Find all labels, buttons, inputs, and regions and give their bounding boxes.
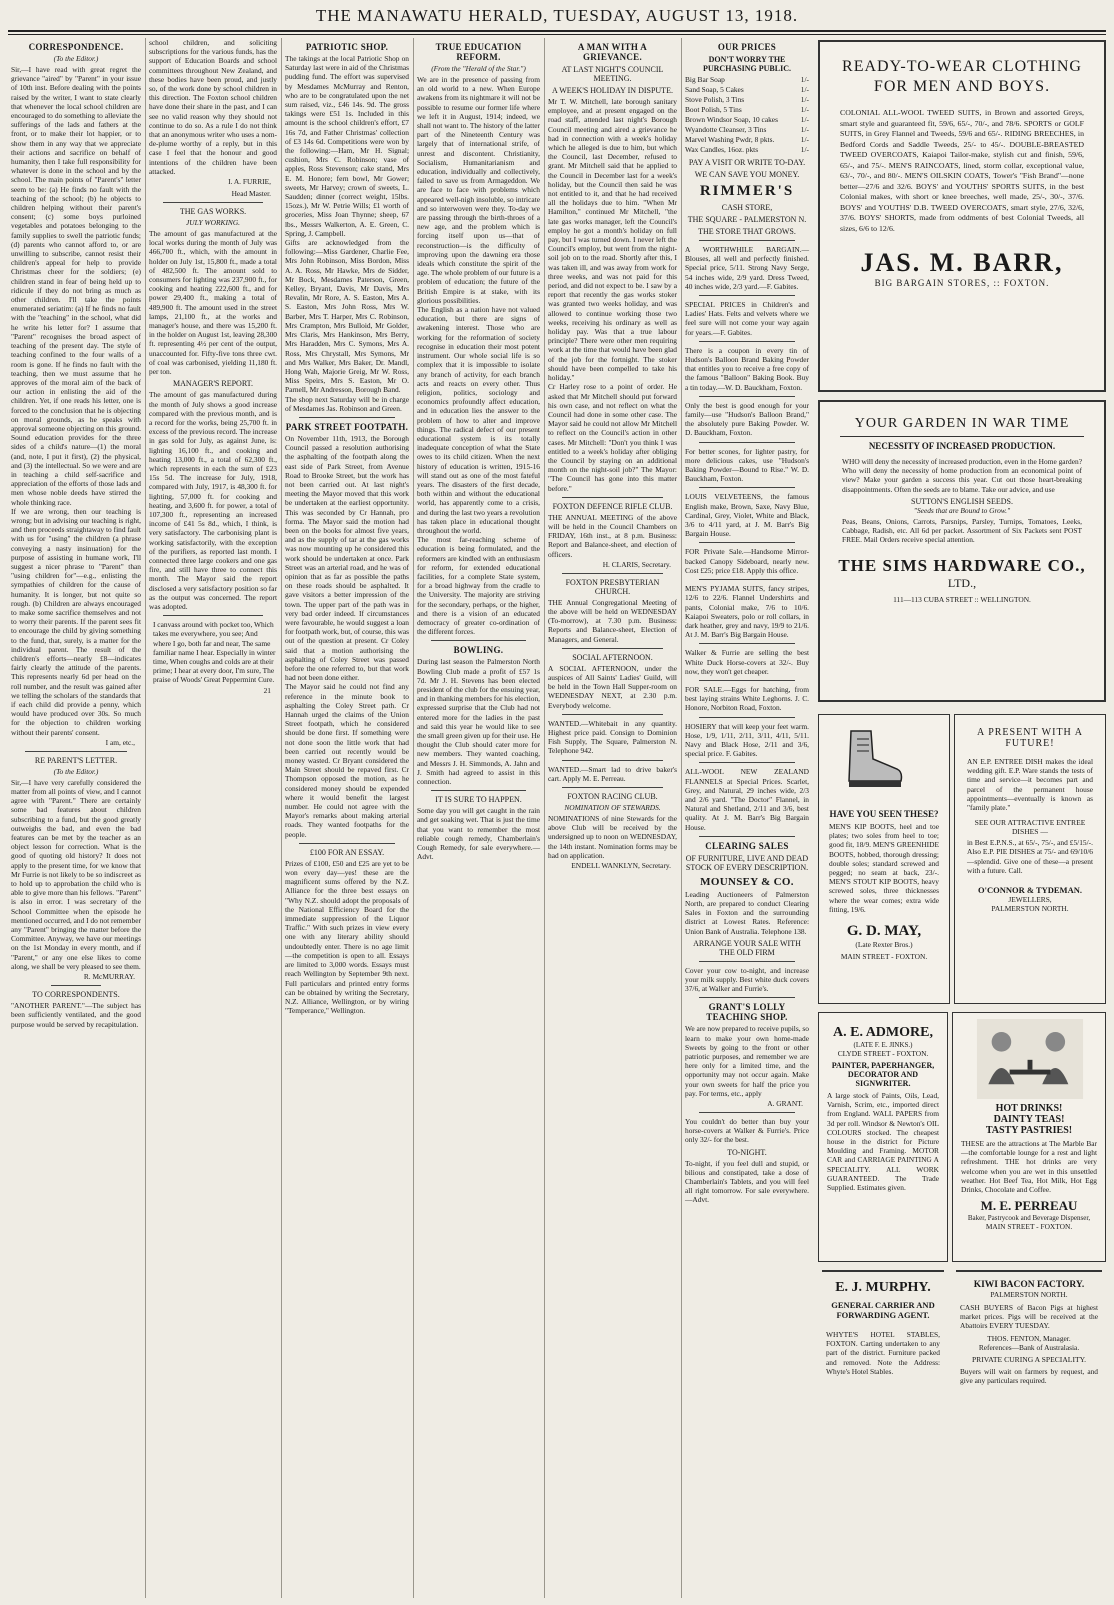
grant-lolly-text: We are now prepared to receive pupils, so learn to make your own home-made Sweets by going to the front or other patriotic purposes, and remember we are here only for a limited time, and the opportunity may not occur again. Make your own sweets for half the price you pay. For terms, etc., apply [685, 1024, 809, 1098]
price-value: 1/- [800, 145, 809, 154]
perreau-sub: Baker, Pastrycook and Beverage Dispenser, [967, 1214, 1091, 1223]
divider [956, 1270, 1102, 1272]
heading-essay: £100 FOR AN ESSAY. [309, 847, 385, 857]
heading-grant-lolly: GRANT'S LOLLY TEACHING SHOP. [706, 1002, 788, 1023]
racing-notice: NOMINATIONS of nine Stewards for the above Club will be received by the undersigned up to noon on WEDNESDAY, the 14th instant. Nomination forms may be had on application. [548, 814, 677, 860]
column-advertisements [681, 38, 812, 1598]
shop-address: THE SQUARE - PALMERSTON N. [687, 215, 807, 224]
pyjama-ad: MEN'S PYJAMA SUITS, fancy stripes, 12/6 to 22/6. Flannel Undershirts and pants, Colonial make, 7/6 to 10/6. Kaiapoi Sweaters, polo or roll collars, in dark heather, grey and navy, 19/9 to 21/6. At J. M. Barr's Big Bargain House. [685, 584, 809, 640]
education-text: We are in the presence of passing from an old world to a new. When Europe awakens from its nightmare it will not be possible to resume our former life where we left it in August, 1914; indeed, we shall not want to. The history of the latter part of the Nineteenth Century was largely that of international strife, of unrest and discontent. Christianity, Socialism, Humanitarianism and education, individually and collectively, failed to save us from Armageddon. We are face to face with problems which appeared well-nigh insoluble, so intricate and so interwoven were they. To-day we are passing through the birth-throes of a new age, and the problem which is forcing itself upon us—that of reconstruction—is the difficulty of improving upon the dawning era those ideals which constitute the spirit of the age. The whole problem of our future is a problem of education; the future of the British Empire is at stake, with its glorious possibilities. [417, 75, 540, 305]
drinks-teas: DAINTY TEAS! [993, 1114, 1065, 1125]
may-title: HAVE YOU SEEN THESE? [829, 809, 939, 819]
kiwi-text-2: Buyers will wait on farmers by request, and give any particulars required. [960, 1366, 1098, 1385]
signature-role: Head Master. [231, 189, 271, 199]
heading-managers-report: MANAGER'S REPORT. [173, 379, 253, 389]
heading-tonight: TO-NIGHT. [727, 1147, 767, 1157]
managers-report-text: The amount of gas manufactured during the month of July shows a good increase compared with the previous month, and is a record for the works, being 25,700 ft. in excess of the previous record. The increase in gas sold for July, as against June, is: lighting 16,100 ft., and cooking and heating 13,000 ft., a total of 62,300 ft., which represents in each the sum of £23 15s 5d. The increase for July, 1918, compared with July, 1917, is 48,300 ft. for lighting, 57,000 ft. for cooking and heating, and 3,600 ft. for power, a total of 107,300 ft., representing an increased income of £41 5s 8d., which, I think, is very satisfactory. The carbonising plant is working satisfactorily, with the exception of the purifiers, as reported last month. I connected three large cookers and one gas fire, and still have three to connect this month. The Mayor said the report disclosed a very satisfactory position so far as the output was concerned. The report was adopted. [149, 390, 277, 611]
divider [699, 487, 795, 488]
heading-grievance: A MAN WITH A GRIEVANCE. [577, 42, 648, 62]
kiwi-sub: PALMERSTON NORTH. [990, 1290, 1068, 1299]
column-gas-works [145, 38, 280, 1598]
price-item: Stove Polish, 3 Tins [685, 95, 745, 104]
bargain-ad: A WORTHWHILE BARGAIN.—Blouses, all well and perfectly finished. Special price, 5/11. Strong Navy Serge, 54 inches wide, 2/9 yard. Dress Tweed, 40 inches wide, 2/3 yard.—F. Gabites. [685, 245, 809, 291]
note-another-parent: "ANOTHER PARENT."—The subject has been sufficiently ventilated, and the good purpose would be served by recapitulation. [11, 1001, 141, 1029]
education-text-2: The English as a nation have not valued education, but there are signs of awakening interest. Those who are working for the reformation of society recognise in education their most potent instrument. Our whole social life is so complex that it is impossible to isolate any branch of activity, for each branch acts and reacts on every other. Thus religion, politics, sociology and economics profoundly affect education, and in education lies the answer to the problem of how to alter and improve things. The radical defect of our present educational system is its totally inadequate conception of what the State owes to its child citizen. When the next history of education is written, 1915-16 will stand out as one of the most fateful years. The disasters of the first decade, both within and without the educational world, has apparently come to a crisis, and during the last two years a revolution has taken place in educational thought throughout the world. [417, 305, 540, 535]
divider [562, 573, 663, 574]
garden-text: WHO will deny the necessity of increased production, even in the Home garden? Who will deny the necessity of home production from an economical point of view? Make your garden a success this year. Cut out those heart-breaking disappointments. Often the seeds are to blame. Take our advice, and use [842, 457, 1082, 494]
may-address: MAIN STREET - FOXTON. [840, 952, 928, 962]
oconnor-sub: JEWELLERS, [1008, 895, 1052, 905]
social-notice: A SOCIAL AFTERNOON, under the auspices of All Saints' Ladies' Guild, will be held in the Town Hall Supper-room on WEDNESDAY NEXT, at 2.30 p.m. Everybody welcome. [548, 663, 677, 710]
sims-address: 111—113 CUBA STREET :: WELLINGTON. [893, 595, 1031, 605]
may-name: G. D. MAY, [846, 923, 922, 940]
divider [562, 787, 663, 788]
divider [822, 1270, 944, 1272]
divider [431, 790, 526, 791]
price-row [685, 115, 809, 125]
hosiery-ad: HOSIERY that will keep your feet warm. Hose, 1/9, 1/11, 2/11, 3/11, 4/11, 5/11. Navy and Black Hose, 2/11 and 3/6, special price. F. Gabites. [685, 721, 809, 759]
divider [562, 760, 663, 761]
heading-to-correspondents: TO CORRESPONDENTS. [32, 990, 120, 1000]
masthead-rule-thin [8, 34, 1106, 35]
price-row [685, 105, 809, 115]
garden-title: YOUR GARDEN IN WAR TIME [854, 416, 1070, 431]
divider [840, 436, 1084, 437]
horse-cover-ad: Walker & Furrie are selling the best White Duck Horse-covers at 32/-. Buy now, they won't get cheaper. [685, 648, 809, 676]
price-row [685, 125, 809, 135]
divider [163, 615, 263, 616]
divider [699, 997, 795, 998]
rifle-club-notice: THE ANNUAL MEETING of the above will be held in the Council Chambers on FRIDAY, 16th inst., at 8 p.m. Business: Report and Balance-sheet, and election of officers. [548, 512, 677, 559]
price-item: Boot Polish, 5 Tins [685, 105, 742, 114]
column-patriotic [281, 38, 412, 1598]
to-editor-2: (To the Editor.) [53, 766, 99, 776]
divider [699, 295, 795, 296]
garden-list: Peas, Beans, Onions, Carrots, Parsnips, Parsley, Turnips, Tomatoes, Leeks, Cabbage, Radish, etc. All 6d per packet. Assortment of Six Packets sent POST FREE. Mail Orders receive special attention. [842, 516, 1082, 545]
murphy-sub: GENERAL CARRIER AND FORWARDING AGENT. [831, 1300, 935, 1320]
murphy-text: WHYTE'S HOTEL STABLES, FOXTON. Carting undertaken to any part of the district. Furniture packed and removed. Note the Address: Whyte's Hotel Stables. [826, 1330, 940, 1376]
education-source: (From the "Herald of the Star.") [431, 64, 526, 73]
ad-barr-clothing [818, 40, 1106, 392]
price-value: 1/- [800, 75, 809, 84]
divider [699, 762, 795, 763]
divider [431, 640, 526, 641]
ad-kiwi-bacon [952, 1270, 1106, 1596]
save-money: WE CAN SAVE YOU MONEY. [694, 170, 800, 179]
garden-sub: NECESSITY OF INCREASED PRODUCTION. [868, 441, 1056, 451]
murphy-name: E. J. MURPHY. [835, 1280, 931, 1295]
heading-social: SOCIAL AFTERNOON. [572, 652, 653, 662]
ad-sims-garden [818, 400, 1106, 702]
divider [51, 985, 101, 986]
patriotic-gifts: Gifts are acknowledged from the following:—Miss Gardener, Charlie Fee, Mrs John Robinson, Miss Bordon, Miss A. A. Ross, Mr Hawke, Mrs de Sidder, Mr Bock, Mesdames Paterson, Green, Kelley, Bryant, Davis, Mr Davis, Mrs Revalin, Mr Rore, A. S. Easton, Mrs A. S. Easton, Mrs John Ross, Mrs W. Barber, Mrs T. Harper, Mrs C. Robinson, Mrs Crampton, Mrs Bulloid, Mr Golder, Mrs Claris, Mrs Hankinson, Mrs Berry, Mrs Haradden, Mrs C. Symons, Mrs A. Ross, Mrs Chrystall, Mrs Symons, Mr and Mrs Walker, Mrs Baker, Dr. Mandl, Hong Wah, Majorie Greig, Mr W. Ross, Miss Speirs, Mrs S. Easton, Mr O. Parnell, Mr Andresson, Borough Band. [285, 238, 409, 395]
heading-our-prices: OUR PRICES [717, 42, 777, 52]
divider [699, 1112, 795, 1113]
garden-seeds: SUTTON'S ENGLISH SEEDS. [911, 496, 1013, 506]
heading-re-parents-letter: RE PARENT'S LETTER. [34, 755, 118, 765]
divider [699, 442, 795, 443]
price-row [685, 85, 809, 95]
essay-text: Prizes of £100, £50 and £25 are yet to be won every day—yes! these are the magnificent sums offered by the N.Z. Alliance for the three best essays on "Why N.Z. should adopt the proposals of the National Efficiency Board for the immediate suppression of the Liquor Traffic." With such prizes in view every one with any literary ability should undoubtedly enter. There is no age limit—the competition is open to all. Essays are limited to 3,000 words. Essays must reach Wellington by September 9th next. Full particulars and printed entry forms can be obtained by writing the Secretary, N.Z. Alliance, Wellington, or by wiring "Temperance," Wellington. [285, 858, 409, 1016]
column-correspondence [8, 38, 144, 1598]
perreau-name: M. E. PERREAU [980, 1198, 1078, 1214]
ad-marble-bar [952, 1012, 1106, 1262]
heading-correspondence: CORRESPONDENCE. [28, 42, 124, 52]
column-education [413, 38, 543, 1598]
park-street-text: On November 11th, 1913, the Borough Council passed a resolution authorising the asphalting of the footpath along the east side of Park Street, from Avenue Road to Brooke Street, but the work has not been carried out. At last night's meeting the Mayor moved that this work be undertaken at the earliest opportunity. This was seconded by Cr Hannah, pro forma. The Mayor said the motion had been on the books for almost five years, and as the supply of tar at the gas works was now mounting up he considered this work should be undertaken at once. Park Street was an arterial road, and he was of opinion that as far as possible the paths on these roads should be asphalted. It gave visitors a better impression of the town. The upper part of the path was in very bad order indeed. If circumstances were favourable, he would suggest a loan for footpath work, but, of course, this was out of the question at present. Cr Coley said that a motion authorising the asphalting of Coley Street was passed before the one referred to, but that work had not been done either. [285, 433, 409, 683]
divider [699, 542, 795, 543]
signature-mcmurray: R. McMURRAY. [83, 972, 135, 982]
present-text-2: in Best E.P.N.S., at 65/-, 75/-, and £5/15/-. Also E.P. PIE DISHES at 75/- and 69/10/6—splendid. Give one of these—a present with a future. Call. [967, 838, 1093, 875]
shop-tagline: THE STORE THAT GROWS. [698, 227, 796, 236]
divider [699, 579, 795, 580]
rifle-club-signature: H. CLARIS, Secretary. [602, 559, 671, 569]
heading-rifle-club: FOXTON DEFENCE RIFLE CLUB. [552, 501, 673, 511]
drinks-text: THESE are the attractions at The Marble Bar—the comfortable lounge for a rest and light refreshment. THE hot drinks are very welcome when you are wet in this unsettled weather. Hot Beef Tea, Hot Milk, Hot Egg Drinks, Chocolate and Coffee. [961, 1139, 1097, 1195]
admore-sub: (LATE F. E. JINKS.) [853, 1041, 913, 1049]
oconnor-name: O'CONNOR & TYDEMAN. [978, 885, 1082, 896]
wanted-lad: WANTED.—Smart lad to drive baker's cart. Apply M. E. Perreau. [548, 764, 677, 783]
price-item: Wax Candles, 16oz. pkts [685, 145, 759, 154]
price-item: Sand Soap, 5 Cakes [685, 85, 744, 94]
heading-racing-club: FOXTON RACING CLUB. [567, 792, 658, 801]
ad-murphy [818, 1270, 948, 1596]
kiwi-reference: References—Bank of Australasia. [978, 1342, 1080, 1352]
horse-cover-ad-2: You couldn't do better than buy your horse-covers at Walker & Furrie's. Price only 32/- for the best. [685, 1117, 809, 1145]
garden-seeds-tag: "Seeds that are Bound to Grow." [913, 505, 1011, 515]
oconnor-address: PALMERSTON NORTH. [991, 904, 1069, 914]
heading-presbyterian: FOXTON PRESBYTERIAN CHURCH. [565, 577, 660, 596]
admore-text: A large stock of Paints, Oils, Lead, Varnish, Scrim, etc., imported direct from England. WALL PAPERS from 3d per roll. Windsor & Newton's OIL COLOURS stocked. The cheapest house in the district for Picture Moulding and Framing. MOTOR CAR and CARRIAGE PAINTING A SPECIALITY. ALL WORK GUARANTEED. The Trade Supplied. Estimates given. [827, 1091, 939, 1193]
sims-name: THE SIMS HARDWARE CO., [838, 556, 1086, 576]
kiwi-name: KIWI BACON FACTORY. [973, 1280, 1085, 1290]
ad-admore [818, 1012, 948, 1262]
patriotic-next: The shop next Saturday will be in charge of Mesdames Jas. Robinson and Green. [285, 394, 409, 413]
admore-name: A. E. ADMORE, [833, 1025, 933, 1040]
cow-cover-ad: Cover your cow to-night, and increase your milk supply. Best white duck covers 37/6, at Walker and Furrie's. [685, 965, 809, 994]
price-value: 1/- [800, 85, 809, 94]
kiwi-speciality: PRIVATE CURING A SPECIALITY. [971, 1354, 1087, 1364]
barr-title-2: FOR MEN AND BOYS. [873, 78, 1051, 95]
barr-title: READY-TO-WEAR CLOTHING [842, 58, 1082, 75]
subheading-purchasing: DON'T WORRY THE PURCHASING PUBLIC. [702, 55, 791, 73]
divider [163, 202, 263, 203]
price-item: Wyandotte Cleanser, 3 Tins [685, 125, 767, 134]
shop-cash-store: CASH STORE, [721, 203, 773, 212]
presbyterian-notice: THE Annual Congregational Meeting of the above will be held on WEDNESDAY (To-morrow), at 7.30 p.m. Business: Reports and Balance-sheet, Election of Managers, and General. [548, 597, 677, 644]
subheading-council: AT LAST NIGHT'S COUNCIL MEETING. [561, 65, 664, 83]
kiwi-text: CASH BUYERS of Bacon Pigs at highest market prices. Pigs will be received at the Abattoirs EVERY TUESDAY. [960, 1303, 1098, 1331]
divider [25, 751, 127, 752]
price-value: 1/- [800, 135, 809, 144]
cafe-illustration-icon [963, 1019, 1097, 1099]
patriotic-shop-text: The takings at the local Patriotic Shop on Saturday last were in aid of the Christmas pudding fund. The effort was supervised by Mesdames McMurray and Renton, who are to be congratulated upon the net sum raised, viz., £46 14s. 9d. The gross takings were £51 1s. Included in this amount is the school children's effort, £7 16s 7d, and Father Christmas' collection of £3 14s 6d. Competitions were won by the following:—Ham, Mr H. Signal; cushion, Mrs C. Robinson; vase of apples, Ross Stevenson; cake stand, Mrs E. M. Honore; fern bowl, Mr Gower; sweets, Mr Harvey; crown of sweets, L. Saudden; dinner (correct weight, 15lbs. 15ozs.), Mr W. Petrie Wills; £1 worth of groceries, Miss Joan Thynne; sheep, 67 lbs., Messrs Walkerton, A. E. Green, C. Spring, J. Campbell. [285, 54, 409, 238]
signature-furrie: I. A. FURRIE, [228, 177, 271, 187]
heading-patriotic-shop: PATRIOTIC SHOP. [305, 42, 389, 52]
present-text: AN E.P. ENTREE DISH makes the ideal wedding gift. E.P. Ware stands the tests of time and service—it becomes part and parcel of the permanent house appointments—eventually is known as "family plate." [967, 757, 1093, 813]
divider [299, 843, 395, 844]
pay-a-visit: PAY A VISIT OR WRITE TO-DAY. [688, 158, 806, 167]
mounsey-text: Leading Auctioneers of Palmerston North, are prepared to conduct Clearing Sales in Foxton and the surrounding district at Lowest Rates. Reference: Union Bank of Australia. Telephone 138. [685, 889, 809, 936]
barr-text: COLONIAL ALL-WOOL TWEED SUITS, in Brown and assorted Greys, smart style and guaranteed fit, 59/6, 65/-, 70/-, and 78/6. SPORTS or GOLF SUITS, in Grey Flannel and Tweeds, 59/6 and 65/-. RIDING BREECHES, in Bedford Cords and Saddle Tweeds, 25/- to 45/-. DOUBLE-BREASTED TWEED OVERCOATS, Kaiapoi Tailor-make, stylish cut and finish, 59/6, 65/-, and 75/-. MEN'S RAINCOATS, lined, storm collar, exceptional value, 63/-, 70/-, and 80/-. MEN'S OILSKIN COATS, Tower's "Fish Brand"—none better—27/6 and 32/6. BOYS' and YOUTHS' SPORTS SUITS, in the best Colonial makes, with short or knee breeches, well made, 25/-, 30/-, 37/6. BOYS' and YOUTHS' D.B. TWEED OVERCOATS, smart style, 27/6, 32/6, 37/6. BOYS' SHORTS, made from oddments of best Colonial Tweeds, all sizes, 6/6 to 12/6. [840, 108, 1084, 233]
best-ad: Only the best is good enough for your family—use "Hudson's Balloon Brand," the absolutely pure Baking Powder. W. D. Bauckham, Foxton. [685, 400, 809, 438]
divider [699, 240, 795, 241]
letter-furrie-cont: If we are wrong, then our teaching is wrong; but in advising our teaching is right, and then proceeds straightaway to find fault with us for "using" the children (a phrase conveying a nasty insinuation) for the purpose of assisting in humane work, I'll suggest a nicer phrase to "Parent" than "using children for"—e.g., enlisting the sympathies of children for the cause of humanity. It is longer, but not quite so rough. (b) Children are always encouraged to make some sacrifice themselves and not to worry their parents. If the parent sees fit to encourage the child by giving something to the fund, that, surely, is a matter for the individual parent. The result of the children's efforts—nearly £8—indicates fairly clearly the attitude of the parents. This represents nearly 6d per head on the roll number, and the result was gained after we telling the scholars of the standards that if each child did provide a penny, which would have produced over 30s. So much for the objection to children working without their parents' consent. [11, 506, 141, 737]
price-value: 1/- [800, 105, 809, 114]
admore-address: CLYDE STREET - FOXTON. [837, 1049, 929, 1058]
poem-number: 21 [263, 685, 271, 695]
divider [699, 961, 795, 962]
divider [699, 341, 795, 342]
divider [699, 396, 795, 397]
coupon-ad: There is a coupon in every tin of Hudson's Balloon Brand Baking Powder that entitles you to receive a free copy of the famous "Balloon" Baking Book. Buy a tin today.—W. D. Bauckham, Foxton. [685, 345, 809, 392]
drinks-pastries: TASTY PASTRIES! [985, 1125, 1073, 1136]
letter-signoff: I am, etc., [105, 737, 135, 747]
to-editor: (To the Editor.) [53, 54, 99, 63]
column-grievance [544, 38, 680, 1598]
may-sub: (Late Rexter Bros.) [855, 940, 913, 950]
wanted-whitebait: WANTED.—Whitebait in any quantity. Highest price paid. Consign to Dominion Fish Supply, The Square, Palmerston N. Telephone 942. [548, 718, 677, 756]
heading-clearing-sales: CLEARING SALES [705, 840, 789, 851]
price-item: Marvel Washing Pwdr, 8 pkts. [685, 135, 775, 144]
divider [699, 717, 795, 718]
ad-oconnor-present [954, 714, 1106, 1004]
present-see: SEE OUR ATTRACTIVE ENTREE DISHES — [974, 818, 1086, 837]
price-value: 1/- [800, 95, 809, 104]
price-row [685, 75, 809, 85]
price-value: 1/- [800, 125, 809, 134]
sims-ltd: LTD., [947, 576, 977, 591]
divider [562, 497, 663, 498]
divider [699, 643, 795, 644]
bowling-text: During last season the Palmerston North Bowling Club made a profit of £57 1s 7d. Mr J. H. Stevens has been elected president of the club for the ensuing year, and in thanking members for his election, expressed surprise that the Club had not entered more for the ladies in the past and said this year he would like to see the small green given up for their use. He thought the Club should cater more for new members. They wanted coaching, and Messrs J. H. Simmonds, A. Jahn and J. Smith had agreed to assist in this connection. [417, 657, 540, 787]
racing-signature: ENDELL WANKLYN, Secretary. [571, 861, 671, 871]
gas-works-text: The amount of gas manufactured at the local works during the month of July was 466,700 ft., which, with the amount in holder on July 1st, 15,800 ft., made a total of 482,500 ft. The amount sold to consumers for lighting was 237,900 ft., for cooking and heating 222,600 ft., and for power 29,400 ft., making a total of 489,900 ft. The amount used in the street lamps, 21,100 ft., at the works and manager's house, and there was 15,200 ft. in the holder on August 1st, leaving 28,300 ft. representing 4½ per cent of the output, unaccounted for. Fifty-five tons three cwt. of coal was carbonised, yielding 11,180 ft. per ton. [149, 229, 277, 377]
divider [699, 836, 795, 837]
price-row [685, 145, 809, 155]
price-row [685, 135, 809, 145]
divider [562, 648, 663, 649]
education-text-3: The most far-reaching scheme of education is being formulated, and the reformers are kindled with an enthusiasm for reform, for extended educational facilities, for a complete State system, for a broad highway from the cradle to the University. The majority are striving for the secondary, perhaps, or the higher, and there is a vision of an educated democracy of greater co-ordination of the different forces. [417, 535, 540, 637]
velveteens-ad: LOUIS VELVETEENS, the famous English make, Brown, Saxe, Navy Blue, Cardinal, Grey, Violet, White and Black, 3/6 to 4/11 yard, at J. M. Barr's Big Bargain House. [685, 492, 809, 539]
price-value: 1/- [800, 115, 809, 124]
divider [699, 680, 795, 681]
grievance-text-2: Cr Harley rose to a point of order. He asked that Mr Mitchell should put forward his own case, and not reflect on what the Council had done in some other case. The Mayor said he could not allow Mr Mitchell to reflect on the Council's action in other cases. Mr Mitchell: "Don't you think I was entitled to a week's holiday after obliging the Council by staying on an additional month on the night-soil job?" The Mayor: "The Council has gone into this matter before." [548, 382, 677, 493]
barr-sub: BIG BARGAIN STORES, :: FOXTON. [874, 278, 1050, 288]
letter-mcmurray: Sir,—I have very carefully considered the matter from all points of view, and I cannot agree with "Parent." There are certainly some bad features about children subscribing to a fund, but the good greatly outweighs the bad, and even the bad features can be met by the teacher as an object lesson for correction. What is the good of quoting old history? It does not apply to the present time, for we know that Mr Furrie is not likely to be so indiscreet as to hold up to approbation the child who is able to give more than his fellows. "Parent" is also in error. I was secretary of the School Committee when the episode he mentioned occurred, and I do not remember any "Parent" bringing the matter before the Committee. Anyway, we have our meetings on the 1st Monday in every month, and if "Parent," or any one else likes to come along, we shall be very pleased to see them. [11, 777, 141, 971]
divider [562, 714, 663, 715]
subheading-holiday: A WEEK'S HOLIDAY IN DISPUTE. [552, 86, 673, 95]
grievance-text: Mr T. W. Mitchell, late borough sanitary employee, and at present engaged on the road staff, attended last night's Borough Council meeting and aired a grievance he had in connection with a week's holiday which he alleged is due to him, but which the Council, last December, refused to grant. Mr Mitchell said that he applied to the Council in December last for a week's holiday, but the Council then said he was not entitled to it, and that he had received all the holidays due to him. "When Mr Hamilton," continued Mr Mitchell, "the late gas works manager, left the Council's employ he got a month's holiday on full pay, but I was turned down. I never left the Council's employ, but went from the night-soil job on to the road. Shortly after this, I was taken ill, and was away from work for three weeks, and was not paid for this period, and did not expect to be. I saw by a report that recently the gas works stoker was granted two weeks holiday, and was allowed to continue working those two weeks, receiving his ordinary as well as holiday pay. Was that a true labour principle? There were other men requiring work at the time that would have been glad of the job for the fortnight. The stoker should have been compelled to take his holiday." [548, 97, 677, 383]
present-title: A PRESENT WITH A FUTURE! [977, 727, 1083, 749]
heading-education-reform: TRUE EDUCATION REFORM. [435, 42, 522, 62]
clearing-sub: OF FURNITURE, LIVE AND DEAD STOCK OF EVERY DESCRIPTION. [685, 853, 809, 872]
letter-furrie: Sir,—I have read with great regret the grievance "aired" by "Parent" in your issue of 10th inst. Before dealing with the points raised by the writer, I want to state clearly that whenever the local school children are encouraged to do something to alleviate the sufferings of the lads and fathers at the front, or to make their lot happier, or to show them in any way that we appreciate their actions and sacrifice on behalf of humanity, then I take full responsibility for whatever is done in the school and by the school. The main points of "Parent's" letter seem to be: (a) He finds no fault with the teaching of the school; (b) he objects to children helping without their parent's consent; (c) some boys purloined vegetables and potatoes belonging to the family supplies to swell the patriotic funds; (d) parents who cannot afford to, or are unwilling to subscribe, cannot resist their children's appeal for help to provide Christmas cheer for the soldiers; (e) children stand in fear of being held up to ridicule if they do not bring as much as other children. I'll take the points enumerated seriatim: (a) If he finds no fault with the "teaching" in the school, what did he write his letter for? I assume that "Parent" recognises the broad aspect of teaching of the present day. The style of teaching confined to the four walls of a room is gone. If he finds no fault with the teaching, then we must assume that he approves of the moral aim of the back of our action in enlisting the aid of the children. Yet, if one reads his letter, one is forced to the conclusion that he is objecting on moral grounds, as he speaks with approval someone objecting on this ground. Sound education provides for the three sides of a child's nature—(1) the moral (and, note, I put it first), (2) the physical, and (3) the intellectual. So we were and are in teaching a child self-sacrifice and appreciation of the efforts of those lads and men whose noble deeds have stirred the whole thinking race. [11, 65, 141, 507]
drinks-hot: HOT DRINKS! [995, 1103, 1063, 1114]
park-street-text-2: The Mayor said he could not find any reference in the minute book to asphalting the Coley Street path. Cr Hannah urged the claims of the Union Street footpath, which he considered should be done first. If something were not done soon the little work that had been carried out recently would be money wasted. Cr Bryant considered the Main Street should be repaved first. Cr Thompson opposed the motion, as he considered money should be expended where it would benefit the largest number. He could not agree with the Mayor's remarks about making arterial roads. They wanted footpaths for the people. [285, 682, 409, 839]
sideboard-ad: FOR Private Sale.—Handsome Mirror-backed Canopy Sideboard, nearly new. Cost £25; price £18. Apply this office. [685, 547, 809, 575]
shop-name-rimmers: RIMMER'S [699, 183, 795, 199]
subheading-stewards: NOMINATION OF STEWARDS. [564, 803, 661, 812]
grant-signature: A. GRANT. [767, 1099, 803, 1109]
mounsey-name: MOUNSEY & CO. [700, 875, 794, 888]
special-prices-ad: SPECIAL PRICES in Children's and Ladies' Hats. Felts and velvets where we feel sure will not come your way again for years.—F. Gabites. [685, 300, 809, 337]
heading-bowling: BOWLING. [453, 645, 504, 656]
heading-sure-to-happen: IT IS SURE TO HAPPEN. [435, 795, 522, 805]
newspaper-title: THE MANAWATU HERALD, TUESDAY, AUGUST 13, 1918. [315, 6, 799, 25]
arrange-sale: ARRANGE YOUR SALE WITH THE OLD FIRM [693, 938, 801, 957]
scones-ad: For better scones, for lighter pastry, for more delicious cakes, use "Hudson's Baking Powder—Bound to Rise." W. D. Bauckham, Foxton. [685, 446, 809, 484]
peppermint-poem: I canvass around with pocket too, Which takes me everywhere, you see; And where I go, both far and near, The same familiar name I hear. Especially in winter time, When coughs and colds are at their prime; I hear at every door, I'm sure, The praise of Woods' Great Peppermint Cure. [153, 620, 276, 685]
flannels-ad: ALL-WOOL NEW ZEALAND FLANNELS at Special Prices. Scarlet, Grey, and Natural, 29 inches wide, 2/3 and 2/6 yard. "The Doctor" Flannel, in Natural and Shetland, 2/11 and 3/6, best quality. At J. M. Barr's Big Bargain House. [685, 767, 809, 832]
barr-name: JAS. M. BARR, [860, 248, 1064, 277]
tonight-text: To-night, if you feel dull and stupid, or bilious and constipated, take a dose of Chamberlain's Tablets, and you will feel all right tomorrow. For sale everywhere.—Advt. [685, 1158, 809, 1205]
ad-may-boots [818, 714, 950, 1004]
subheading-july: JULY WORKING. [185, 218, 241, 228]
divider [299, 417, 395, 418]
admore-trade: PAINTER, PAPERHANGER, DECORATOR AND SIGNWRITER. [831, 1061, 935, 1088]
may-text: MEN'S KIP BOOTS, heel and toe plates; two soles from heel to toe; good fit, 18/9. MEN'S GREENHIDE BOOTS, hobbed, thorough dressing; double soles; standard screwed and pegged; no seam at back, 23/-. MEN'S STOUT KIP BOOTS, heavy screwed soles, three thicknesses where the wear comes; extra wide fitting, 19/6. [829, 822, 939, 914]
heading-park-street: PARK STREET FOOTPATH. [285, 421, 409, 432]
letter-continued: school children, and soliciting subscriptions for the various funds, has the support of Education Boards and school committees throughout New Zealand, and these bodies have been proud, and justly so, of the work done by school children in this direction. The Foxton school children have done their share in the past, and I can see no valid reason why they should not continue to do so. As a rule I do not think that an anonymous writer who uses a nom-de-plume worthy of a reply, but in this case I feel that the honour and good intentions of the children have been attacked. [149, 38, 277, 176]
price-item: Big Bar Soap [685, 75, 725, 84]
price-item: Brown Windsor Soap, 10 cakes [685, 115, 778, 124]
heading-gas-works: THE GAS WORKS. [179, 207, 247, 217]
price-list [685, 75, 809, 155]
perreau-address: MAIN STREET - FOXTON. [985, 1222, 1073, 1232]
price-row [685, 95, 809, 105]
eggs-ad: FOR SALE.—Eggs for hatching, from best laying strains White Leghorns. J. C. Honore, Norbiton Road, Foxton. [685, 684, 809, 713]
kiwi-signature: THOS. FENTON, Manager. [987, 1333, 1071, 1343]
boot-icon [837, 725, 907, 795]
sure-to-happen-text: Some day you will get caught in the rain and get soaking wet. That is just the time that you want to remember the most reliable cough remedy, Chamberlain's Cough Remedy, for sale everywhere.—Advt. [417, 806, 540, 862]
masthead-rule [8, 30, 1106, 32]
